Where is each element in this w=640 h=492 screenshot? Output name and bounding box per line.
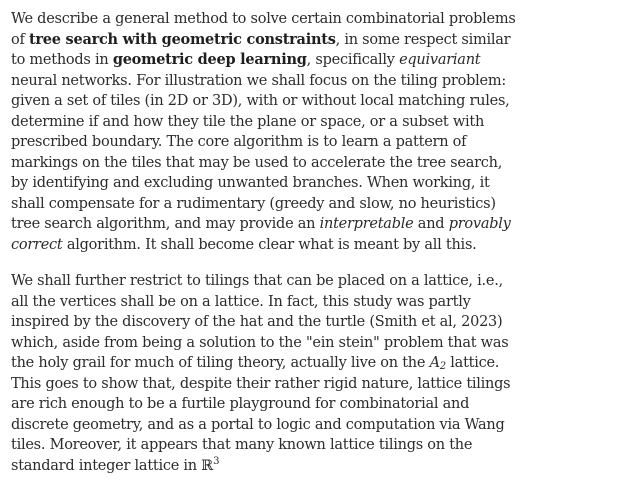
bold-term-tree-search: tree search with geometric constraints <box>28 30 336 48</box>
math-real-numbers: ℝ <box>201 457 214 474</box>
text-run: and <box>413 216 449 232</box>
italic-term-equivariant: equivariant <box>399 52 481 68</box>
math-variable: A <box>429 355 440 371</box>
paragraph-intro <box>11 9 523 255</box>
text-run: neural networks. For illustration we shall focus on the tiling problem: given a set of tiles (in 2D or 3D), with or without local matching rules, determine if and how they tile the plane or space, or a subset with prescribed boundary. The core algorithm is to learn a pattern of markings on the tiles that may be used to accelerate the tree search, by identifying and excluding unwanted branches. When working, it shall compensate for a rudimentary (greedy and slow, no heuristics) tree search algorithm, and may provide an <box>11 72 510 232</box>
text-run: We describe a general method to solve certain combinatorial problems of <box>11 11 516 48</box>
bold-term-geometric-deep-learning: geometric deep learning <box>112 51 307 68</box>
math-lattice-name <box>430 355 446 371</box>
article-body <box>11 9 523 492</box>
math-superscript: 3 <box>213 455 220 467</box>
text-run: known <box>278 437 330 453</box>
text-run: , specifically <box>306 52 400 68</box>
text-run: lattice. This goes to show that, despite their rather rigid nature, lattice tilings are rich enough to be a furtile playground for combinatorial and discrete geometry, and as a portal to logic and computation via Wang tiles. Moreover, it appears that many <box>11 355 511 453</box>
text-run: algorithm. It shall become clear what is meant by all this. <box>62 236 477 253</box>
math-subscript: 2 <box>439 361 446 372</box>
text-run: lattice tilings on the standard integer lattice in <box>11 437 473 474</box>
italic-term-provably-correct: provably correct <box>11 216 511 253</box>
paragraph-lattice <box>11 271 523 476</box>
text-run: We shall further restrict to tilings that can be placed on a lattice, i.e., all the vertices shall be on a lattice. In fact, this study was partly inspired by the discovery of the hat and the turtle (Smith et al, 2023) which, aside from being a solution to the "ein stein" problem that was the holy grail for much of tiling theory, actually live on the <box>11 273 509 371</box>
text-run: , in some respect similar to methods in <box>11 31 511 68</box>
italic-term-interpretable: interpretable <box>319 216 414 232</box>
